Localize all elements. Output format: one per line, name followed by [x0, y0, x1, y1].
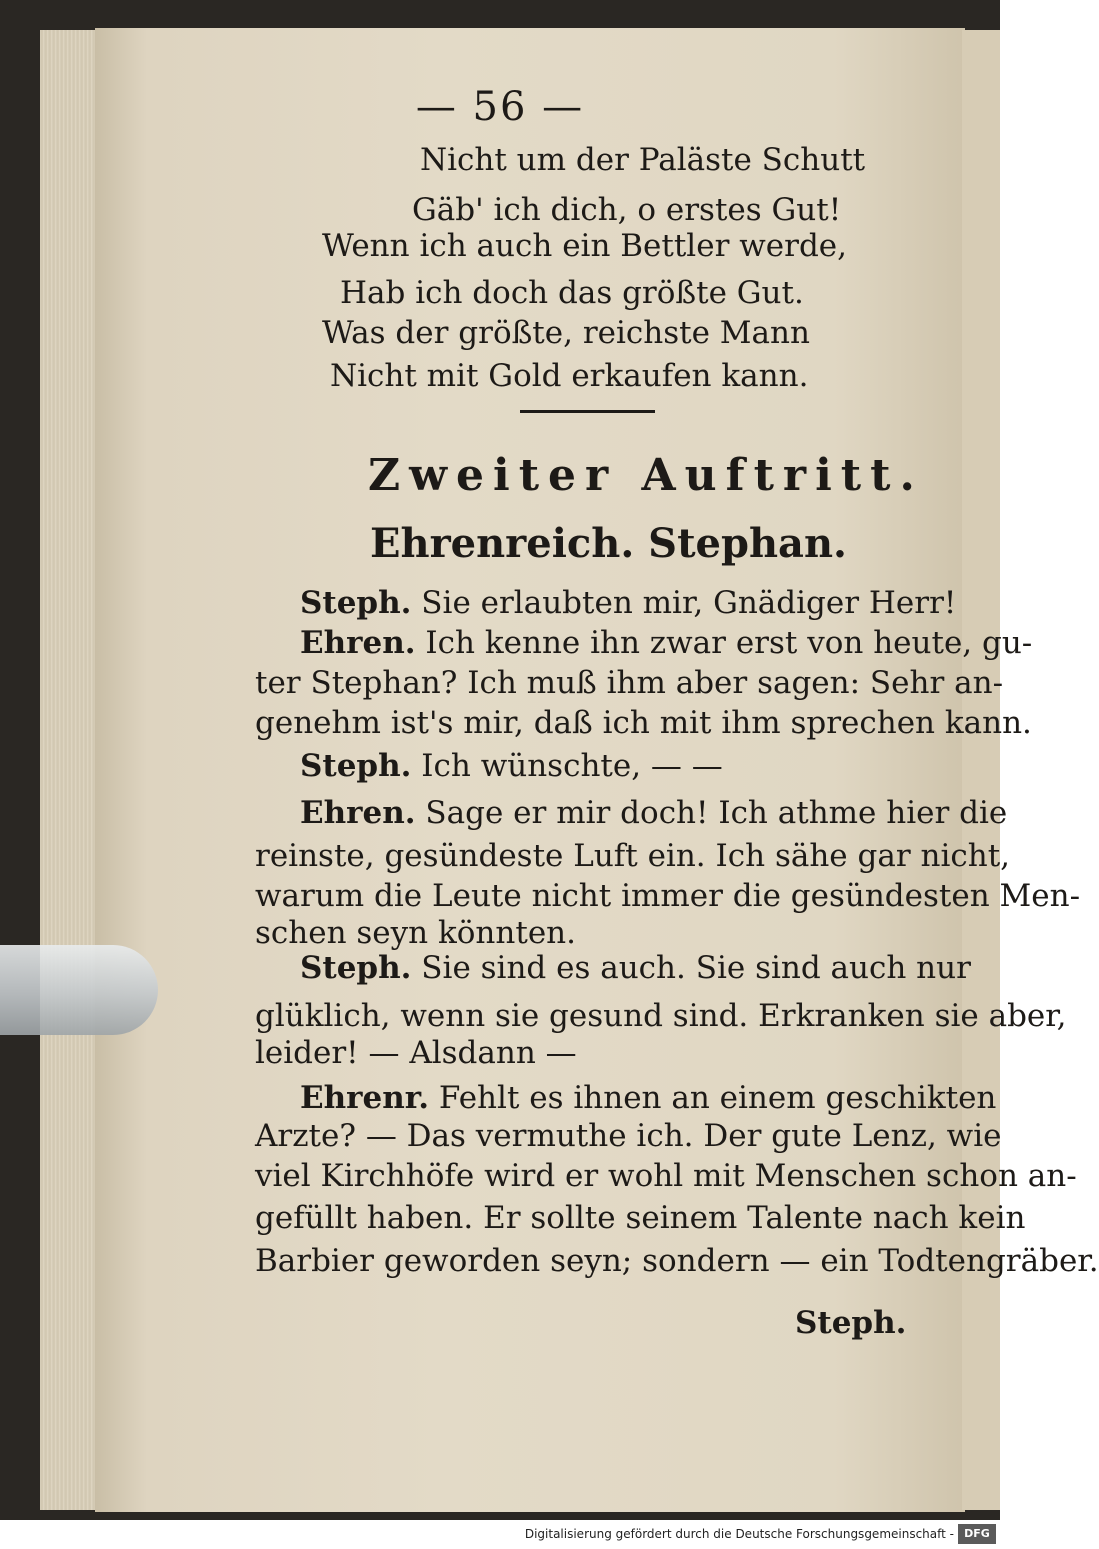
section-divider [520, 410, 655, 413]
dialogue-text: ter Stephan? Ich muß ihm aber sagen: Sehr an- [255, 665, 1004, 701]
dfg-logo-icon: DFG [958, 1524, 996, 1544]
dialogue-text: Ich wünschte, — — [411, 748, 723, 784]
verse-line: Hab ich doch das größte Gut. [340, 275, 804, 311]
dialogue-line [300, 625, 1032, 661]
dialogue-text: warum die Leute nicht immer die gesündesten Men- [255, 878, 1081, 914]
page-clip [0, 945, 158, 1035]
speaker-name: Ehrenr. [300, 1080, 430, 1116]
dialogue-text: genehm ist's mir, daß ich mit ihm sprechen kann. [255, 705, 1032, 741]
dialogue-line [300, 795, 1007, 831]
dialogue-text: Barbier geworden seyn; sondern — ein Todtengräber. [255, 1243, 1099, 1279]
dialogue-line [300, 748, 723, 784]
dialogue-text: Sage er mir doch! Ich athme hier die [415, 795, 1008, 831]
verse-line: Gäb' ich dich, o erstes Gut! [412, 192, 842, 228]
dialogue-text: reinste, gesündeste Luft ein. Ich sähe gar nicht, [255, 838, 1011, 874]
page-edges [40, 30, 100, 1510]
dialogue-text: Fehlt es ihnen an einem geschikten [429, 1080, 997, 1116]
dialogue-line [255, 705, 1032, 741]
dialogue-text: gefüllt haben. Er sollte seinem Talente nach kein [255, 1200, 1026, 1236]
scene-title: Zweiter Auftritt. [368, 450, 924, 501]
dialogue-line [255, 878, 1080, 914]
speaker-name: Steph. [300, 950, 412, 986]
verse-line: Was der größte, reichste Mann [322, 315, 810, 351]
verse-line: Nicht um der Paläste Schutt [420, 142, 866, 178]
catchword: Steph. [795, 1305, 907, 1341]
dialogue-text: Sie erlaubten mir, Gnädiger Herr! [411, 585, 957, 621]
dialogue-line [255, 838, 1010, 874]
dialogue-text: Ich kenne ihn zwar erst von heute, gu- [415, 625, 1033, 661]
dialogue-line [255, 998, 1067, 1034]
dialogue-line [255, 1200, 1025, 1236]
dialogue-line [255, 1243, 1099, 1279]
dialogue-text: leider! — Alsdann — [255, 1035, 577, 1071]
dialogue-text: glüklich, wenn sie gesund sind. Erkranken sie aber, [255, 998, 1067, 1034]
footer-credit: Digitalisierung gefördert durch die Deutsche Forschungsgemeinschaft - [524, 1527, 954, 1541]
dialogue-line [255, 665, 1003, 701]
adjacent-page [962, 30, 1000, 1510]
speaker-name: Steph. [300, 748, 412, 784]
dialogue-line [300, 1080, 996, 1116]
dialogue-text: Sie sind es auch. Sie sind auch nur [411, 950, 971, 986]
verse-line: Wenn ich auch ein Bettler werde, [322, 228, 847, 264]
dialogue-line [255, 1035, 577, 1071]
speaker-name: Ehren. [300, 625, 416, 661]
dialogue-text: schen seyn könnten. [255, 915, 576, 951]
character-list: Ehrenreich. Stephan. [370, 520, 847, 567]
speaker-name: Steph. [300, 585, 412, 621]
dialogue-line [300, 585, 956, 621]
verse-line: Nicht mit Gold erkaufen kann. [330, 358, 809, 394]
dialogue-line [300, 950, 971, 986]
dialogue-text: viel Kirchhöfe wird er wohl mit Menschen schon an- [255, 1158, 1077, 1194]
dialogue-line [255, 1158, 1077, 1194]
dialogue-line [255, 1118, 1001, 1154]
dialogue-line [255, 915, 576, 951]
speaker-name: Ehren. [300, 795, 416, 831]
dialogue-text: Arzte? — Das vermuthe ich. Der gute Lenz, wie [255, 1118, 1002, 1154]
page-number: — 56 — [415, 84, 585, 130]
